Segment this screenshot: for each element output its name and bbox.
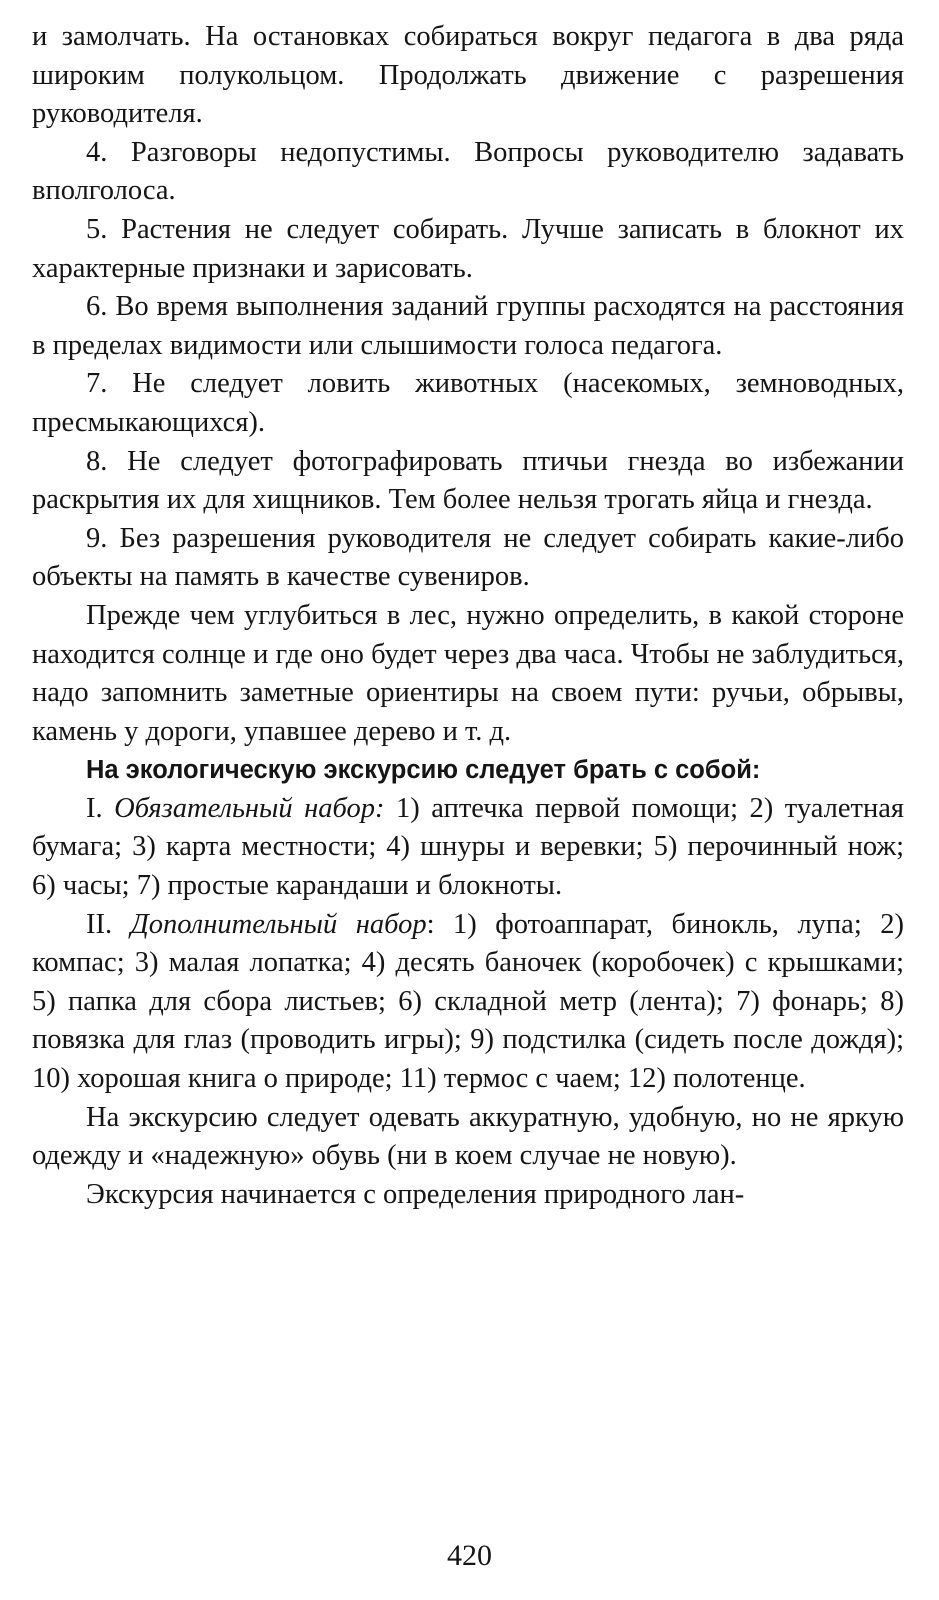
section-heading: На экологическую экскурсию следует брать с собой:: [86, 756, 761, 785]
rule-5: 5. Растения не следует собирать. Лучше записать в блокнот их характерные признаки и зарисовать.: [32, 213, 904, 284]
rule-8: 8. Не следует фотографировать птичьи гнезда во избежании раскрытия их для хищников. Тем более нельзя трогать яйца и гнезда.: [32, 445, 904, 516]
excursion-start-paragraph: Экскурсия начинается с определения природного лан-: [86, 1178, 745, 1210]
mandatory-set-number: I.: [86, 792, 103, 824]
additional-set-title: Дополнительный набор: [130, 908, 427, 940]
orientation-paragraph: Прежде чем углубиться в лес, нужно определить, в какой стороне находится солнце и где оно будет через два часа. Чтобы не заблудиться, надо запомнить заметные ориентиры на своем пути: ручьи, обрывы, камень у дороги, упавшее дерево и т. д.: [32, 599, 904, 747]
rule-9: 9. Без разрешения руководителя не следует собирать какие-либо объекты на память в качестве сувениров.: [32, 522, 904, 593]
additional-set: [32, 906, 904, 1099]
paragraph-continuation: и замолчать. На остановках собираться вокруг педагога в два ряда широким полукольцом. Продолжать движение с разрешения руководителя.: [32, 21, 904, 130]
rule-7: 7. Не следует ловить животных (насекомых, земноводных, пресмыкающихся).: [32, 368, 904, 438]
page-number: 420: [447, 1539, 492, 1572]
page-body: [32, 18, 904, 1214]
mandatory-set-items: 1) аптечка первой помощи; 2) туалетная бумага; 3) карта местности; 4) шнуры и веревки; 5) перочинный нож; 6) часы; 7) простые карандаши и блокноты.: [32, 792, 904, 902]
additional-set-items: : 1) фотоаппарат, бинокль, лупа; 2) компас; 3) малая лопатка; 4) десять баночек (коробочек) с крышками; 5) папка для сбора листьев; 6) складной метр (лента); 7) фонарь; 8) повязка для глаз (проводить игры); 9) подстилка (сидеть после дождя); 10) хорошая книга о природе; 11) термос с чаем; 12) полотенце.: [32, 908, 904, 1095]
clothing-paragraph: На экскурсию следует одевать аккуратную, удобную, но не яркую одежду и «надежную» обувь (ни в коем случае не новую).: [32, 1101, 904, 1172]
rule-6: 6. Во время выполнения заданий группы расходятся на расстояния в пределах видимости или слышимости голоса педагога.: [32, 291, 904, 361]
mandatory-set-title: Обязательный набор:: [114, 792, 385, 824]
rule-4: 4. Разговоры недопустимы. Вопросы руководителю задавать вполголоса.: [32, 136, 904, 207]
additional-set-number: II.: [86, 908, 113, 940]
mandatory-set: [32, 790, 904, 906]
